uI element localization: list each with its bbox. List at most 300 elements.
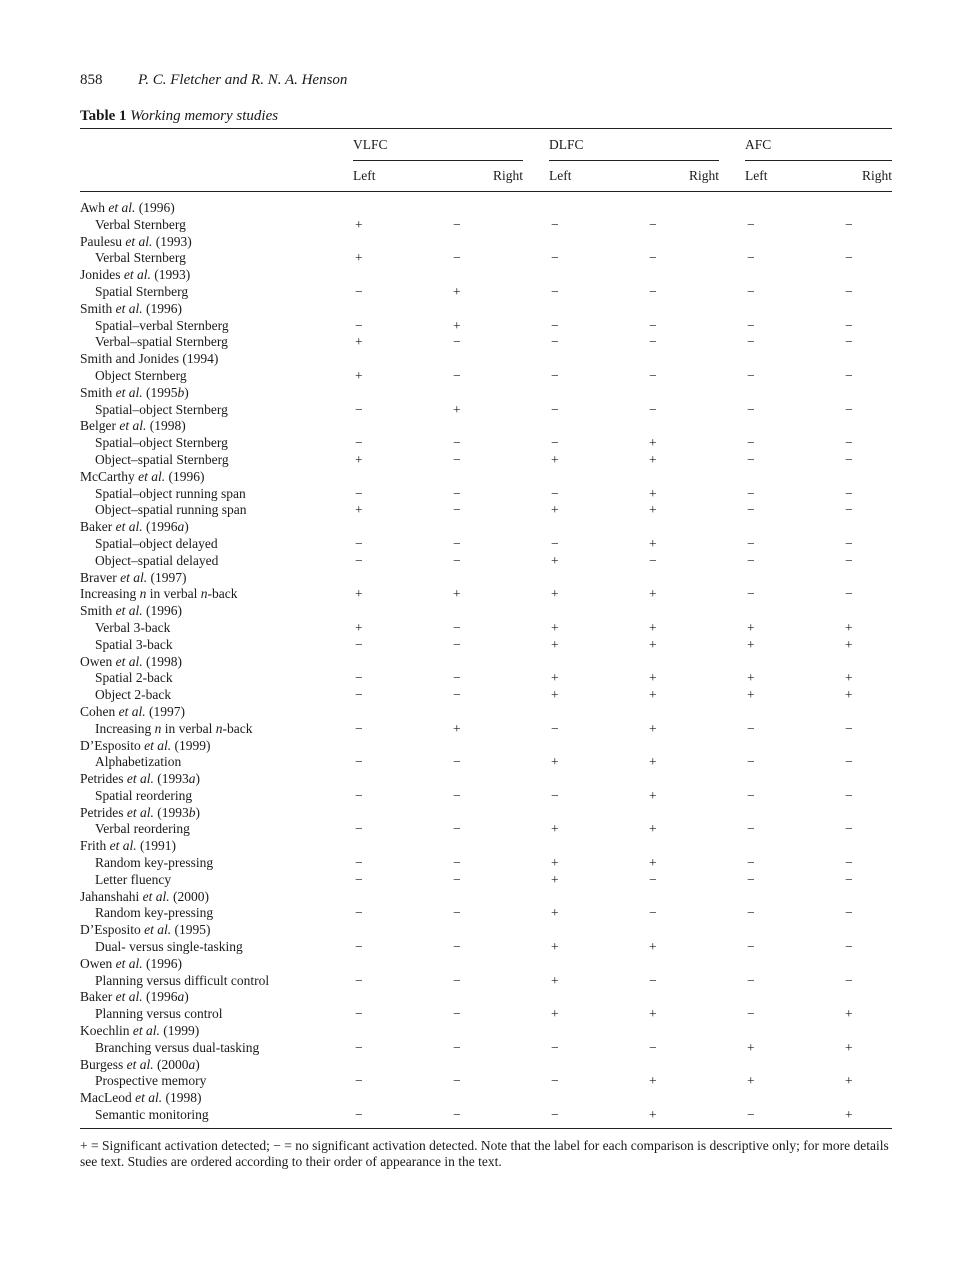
activation-mark: − (453, 535, 461, 551)
activation-mark: − (355, 972, 363, 988)
comparison-label: Increasing n in verbal n-back (80, 586, 238, 602)
activation-mark: − (355, 552, 363, 568)
comparison-label: Object–spatial running span (95, 502, 247, 518)
study-etal: et al. (115, 603, 143, 619)
study-row (80, 1057, 892, 1074)
activation-mark: − (551, 216, 559, 232)
activation-mark: + (355, 216, 363, 232)
activation-mark: − (845, 535, 853, 551)
study-row (80, 469, 892, 486)
activation-mark: + (649, 535, 657, 551)
study-year: (1995 (142, 384, 178, 400)
activation-mark: + (845, 1073, 853, 1089)
activation-mark: + (453, 586, 461, 602)
activation-mark: − (845, 317, 853, 333)
activation-mark: + (453, 720, 461, 736)
activation-mark: − (845, 216, 853, 232)
study-row (80, 267, 892, 284)
page (80, 70, 892, 1171)
activation-mark: − (355, 754, 363, 770)
study-row (80, 989, 892, 1006)
activation-mark: − (747, 1006, 755, 1022)
study-author: Petrides (80, 804, 124, 820)
study-author: Jonides (80, 267, 121, 283)
activation-mark: − (551, 435, 559, 451)
activation-mark: + (355, 619, 363, 635)
activation-mark: + (551, 754, 559, 770)
activation-mark: + (747, 670, 755, 686)
activation-mark: − (453, 451, 461, 467)
study-year-suffix: b (177, 384, 185, 400)
activation-mark: − (845, 367, 853, 383)
study-year: (1995) (171, 922, 211, 938)
activation-mark: − (845, 485, 853, 501)
study-year: (1999) (159, 1023, 200, 1039)
activation-mark: − (355, 905, 363, 921)
activation-mark: − (453, 1107, 461, 1123)
activation-mark: − (355, 821, 363, 837)
activation-mark: − (747, 1107, 755, 1123)
activation-mark: − (355, 485, 363, 501)
activation-mark: − (845, 871, 853, 887)
comparison-row (80, 1006, 892, 1023)
activation-mark: − (453, 787, 461, 803)
activation-mark: − (845, 754, 853, 770)
activation-mark: + (747, 687, 755, 703)
study-citation (80, 234, 353, 251)
study-year: (1996) (142, 603, 183, 619)
study-row (80, 603, 892, 620)
activation-mark: − (355, 855, 363, 871)
activation-mark: + (845, 1006, 853, 1022)
activation-mark: + (845, 687, 853, 703)
study-author: Smith (80, 384, 113, 400)
study-row (80, 351, 892, 368)
study-etal: et al. (109, 838, 137, 854)
comparison-label: Alphabetization (95, 754, 182, 770)
activation-mark: − (355, 535, 363, 551)
activation-mark: − (453, 855, 461, 871)
comparison-label: Spatial–verbal Sternberg (95, 317, 229, 333)
activation-mark: + (649, 855, 657, 871)
activation-mark: − (453, 485, 461, 501)
study-author: Owen (80, 653, 113, 669)
comparison-label: Random key-pressing (95, 855, 214, 871)
activation-mark: − (747, 855, 755, 871)
activation-mark: − (551, 1073, 559, 1089)
table-caption (80, 106, 892, 126)
activation-mark: − (845, 334, 853, 350)
activation-mark: + (649, 939, 657, 955)
comparison-label: Semantic monitoring (95, 1107, 209, 1123)
comparison-row (80, 435, 892, 452)
study-etal: et al. (125, 233, 153, 249)
study-etal: et al. (115, 955, 143, 971)
comparison-label: Prospective memory (95, 1073, 207, 1089)
activation-mark: + (551, 502, 559, 518)
study-etal: et al. (115, 300, 143, 316)
activation-mark: + (747, 636, 755, 652)
activation-mark: − (649, 317, 657, 333)
activation-mark: + (551, 670, 559, 686)
activation-mark: − (453, 821, 461, 837)
study-etal: et al. (142, 888, 170, 904)
activation-mark: − (551, 317, 559, 333)
page-number: 858 (80, 72, 103, 88)
study-etal: et al. (108, 200, 136, 215)
activation-mark: + (355, 250, 363, 266)
activation-mark: + (551, 972, 559, 988)
activation-mark: − (453, 871, 461, 887)
activation-mark: − (551, 787, 559, 803)
study-author: D’Esposito (80, 737, 141, 753)
study-citation (80, 956, 353, 973)
activation-mark: + (845, 636, 853, 652)
study-year: (1994) (179, 351, 219, 367)
comparison-label: Spatial–object running span (95, 485, 246, 501)
comparison-label: Verbal Sternberg (95, 250, 186, 266)
study-etal: et al. (115, 653, 143, 669)
study-row (80, 519, 892, 536)
comparison-label: Verbal–spatial Sternberg (95, 334, 228, 350)
study-author: Jahanshahi (80, 888, 140, 904)
activation-mark: − (747, 451, 755, 467)
activation-mark: + (649, 687, 657, 703)
group-label: VLFC (353, 137, 388, 152)
comparison-label: Object–spatial Sternberg (95, 451, 229, 467)
study-row (80, 889, 892, 906)
study-row (80, 234, 892, 251)
activation-mark: − (845, 720, 853, 736)
study-author: McCarthy (80, 468, 135, 484)
study-year: (1997) (147, 569, 187, 585)
activation-mark: − (453, 619, 461, 635)
activation-mark: − (453, 636, 461, 652)
activation-mark: − (649, 1039, 657, 1055)
study-author: D’Esposito (80, 922, 141, 938)
comparison-row (80, 939, 892, 956)
comparison-row (80, 821, 892, 838)
activation-mark: − (845, 552, 853, 568)
study-row (80, 838, 892, 855)
activation-mark: − (747, 821, 755, 837)
comparison-label: Planning versus control (95, 1006, 223, 1022)
activation-mark: − (551, 367, 559, 383)
comparison-row (80, 872, 892, 889)
activation-mark: + (845, 1039, 853, 1055)
activation-mark: − (747, 334, 755, 350)
study-year-close: ) (184, 989, 189, 1005)
study-etal: et al. (126, 771, 154, 787)
activation-mark: − (355, 401, 363, 417)
study-citation (80, 1057, 353, 1074)
table-footnote: + = Significant activation detected; − = no significant activation detected. Note that the label for each comparison is descriptive only; for more details see text. Studies are ordered according to their order of appearance in the text. (80, 1137, 889, 1170)
study-author: Owen (80, 955, 113, 971)
activation-mark: + (649, 502, 657, 518)
group-label: AFC (745, 137, 772, 152)
activation-mark: − (551, 535, 559, 551)
comparison-row (80, 553, 892, 570)
comparison-row (80, 368, 892, 385)
activation-mark: − (747, 754, 755, 770)
side-label: Right (451, 161, 549, 192)
activation-mark: − (747, 485, 755, 501)
study-etal: et al. (138, 468, 166, 484)
activation-mark: − (747, 552, 755, 568)
activation-mark: + (747, 619, 755, 635)
activation-mark: − (551, 720, 559, 736)
activation-mark: − (453, 1039, 461, 1055)
study-year: (1996) (135, 200, 175, 215)
activation-mark: − (649, 905, 657, 921)
activation-mark: + (649, 1006, 657, 1022)
activation-mark: − (355, 787, 363, 803)
study-citation (80, 267, 353, 284)
activation-mark: + (551, 687, 559, 703)
activation-mark: − (845, 283, 853, 299)
activation-mark: + (551, 586, 559, 602)
activation-mark: + (747, 1073, 755, 1089)
activation-mark: + (355, 367, 363, 383)
study-author: Smith and Jonides (80, 351, 180, 367)
group-label: DLFC (549, 137, 584, 152)
study-citation (80, 738, 353, 755)
study-year: (1999) (171, 737, 211, 753)
activation-mark: − (355, 670, 363, 686)
comparison-row (80, 855, 892, 872)
study-author: MacLeod (80, 1090, 132, 1106)
activation-mark: − (845, 250, 853, 266)
study-citation (80, 385, 353, 402)
activation-mark: − (355, 939, 363, 955)
activation-mark: − (355, 720, 363, 736)
comparison-label: Random key-pressing (95, 905, 214, 921)
activation-mark: − (453, 1073, 461, 1089)
comparison-label: Planning versus difficult control (95, 972, 270, 988)
activation-mark: − (453, 250, 461, 266)
activation-mark: + (551, 871, 559, 887)
activation-mark: − (649, 401, 657, 417)
study-year: (1996 (142, 989, 178, 1005)
study-year: (1998) (142, 653, 182, 669)
activation-mark: + (845, 670, 853, 686)
activation-mark: + (551, 552, 559, 568)
activation-mark: + (845, 1107, 853, 1123)
column-group-header (80, 129, 892, 161)
study-year: (1993 (153, 804, 189, 820)
activation-mark: − (551, 250, 559, 266)
activation-mark: + (649, 586, 657, 602)
comparison-row (80, 973, 892, 990)
activation-mark: + (551, 905, 559, 921)
activation-mark: + (649, 670, 657, 686)
activation-mark: − (747, 787, 755, 803)
activation-mark: − (845, 905, 853, 921)
study-citation (80, 469, 353, 486)
study-year: (1993 (153, 771, 189, 787)
study-citation (80, 704, 353, 721)
study-citation (80, 570, 353, 587)
study-year: (1993) (152, 233, 192, 249)
activation-mark: − (355, 687, 363, 703)
comparison-label: Verbal 3-back (95, 619, 171, 635)
comparison-row (80, 754, 892, 771)
study-author: Belger (80, 418, 116, 434)
activation-mark: − (747, 972, 755, 988)
activation-mark: + (355, 334, 363, 350)
study-citation (80, 200, 353, 217)
side-label: Left (353, 161, 451, 192)
activation-mark: − (649, 216, 657, 232)
study-year-suffix: a (177, 989, 185, 1005)
study-citation (80, 603, 353, 620)
study-author: Cohen (80, 703, 116, 719)
study-author: Burgess (80, 1056, 124, 1072)
activation-mark: + (649, 1073, 657, 1089)
comparison-row (80, 620, 892, 637)
activation-mark: − (355, 871, 363, 887)
study-row (80, 922, 892, 939)
activation-mark: − (845, 821, 853, 837)
activation-mark: + (649, 720, 657, 736)
study-author: Awh (80, 200, 106, 215)
activation-mark: − (845, 451, 853, 467)
study-year: (1993) (150, 267, 191, 283)
side-label: Left (745, 161, 843, 192)
study-author: Braver (80, 569, 117, 585)
study-year-suffix: a (188, 771, 196, 787)
activation-mark: + (551, 1006, 559, 1022)
activation-mark: − (355, 1107, 363, 1123)
study-row (80, 956, 892, 973)
comparison-row (80, 334, 892, 351)
study-year: (1991) (136, 838, 177, 854)
activation-mark: − (551, 1107, 559, 1123)
study-author: Smith (80, 300, 113, 316)
activation-mark: − (845, 787, 853, 803)
activation-mark: + (649, 787, 657, 803)
activation-mark: − (551, 334, 559, 350)
activation-mark: + (551, 451, 559, 467)
study-author: Baker (80, 519, 113, 535)
comparison-row (80, 502, 892, 519)
comparison-label: Branching versus dual-tasking (95, 1039, 260, 1055)
activation-mark: − (453, 687, 461, 703)
study-year-close: ) (184, 384, 189, 400)
activation-mark: − (747, 905, 755, 921)
study-year-close: ) (195, 1056, 200, 1072)
comparison-label: Object 2-back (95, 687, 172, 703)
activation-mark: + (649, 451, 657, 467)
activation-mark: − (355, 317, 363, 333)
study-row (80, 570, 892, 587)
comparison-label: Object Sternberg (95, 367, 187, 383)
activation-mark: − (453, 905, 461, 921)
comparison-row (80, 536, 892, 553)
group-vlfc (353, 129, 549, 161)
study-author: Koechlin (80, 1023, 130, 1039)
study-row (80, 385, 892, 402)
activation-mark: − (649, 552, 657, 568)
activation-mark: + (355, 502, 363, 518)
study-etal: et al. (119, 418, 147, 434)
activation-mark: − (453, 1006, 461, 1022)
activation-mark: + (551, 855, 559, 871)
study-row (80, 738, 892, 755)
comparison-row (80, 1040, 892, 1057)
activation-mark: + (845, 619, 853, 635)
comparison-label: Spatial–object Sternberg (95, 401, 228, 417)
study-author: Paulesu (80, 233, 122, 249)
activation-mark: + (649, 1107, 657, 1123)
study-year: (1996) (142, 300, 183, 316)
activation-mark: − (845, 586, 853, 602)
activation-mark: − (355, 1073, 363, 1089)
study-year: (1996 (142, 519, 178, 535)
working-memory-table (80, 128, 892, 1129)
study-etal: et al. (123, 267, 151, 283)
activation-mark: − (649, 250, 657, 266)
study-etal: et al. (120, 569, 148, 585)
side-label: Right (647, 161, 745, 192)
comparison-label: Spatial 3-back (95, 636, 173, 652)
activation-mark: + (649, 619, 657, 635)
activation-mark: − (747, 283, 755, 299)
activation-mark: − (453, 939, 461, 955)
study-year: (1997) (145, 703, 185, 719)
activation-mark: + (551, 619, 559, 635)
activation-mark: + (551, 821, 559, 837)
activation-mark: + (551, 636, 559, 652)
activation-mark: + (649, 485, 657, 501)
activation-mark: − (649, 334, 657, 350)
table-label: Table 1 (80, 108, 127, 124)
comparison-row (80, 1073, 892, 1090)
activation-mark: − (551, 1039, 559, 1055)
study-row (80, 1090, 892, 1107)
study-year: (2000) (169, 888, 209, 904)
group-afc (745, 129, 892, 161)
activation-mark: − (649, 871, 657, 887)
study-year: (1998) (146, 418, 186, 434)
study-citation (80, 654, 353, 671)
study-citation (80, 1090, 353, 1107)
study-citation (80, 351, 353, 368)
activation-mark: + (649, 435, 657, 451)
activation-mark: − (551, 283, 559, 299)
activation-mark: − (453, 216, 461, 232)
study-row (80, 771, 892, 788)
comparison-row (80, 687, 892, 704)
activation-mark: − (355, 1039, 363, 1055)
activation-mark: − (551, 485, 559, 501)
comparison-label: Spatial Sternberg (95, 283, 189, 299)
activation-mark: − (649, 283, 657, 299)
running-head (80, 70, 892, 90)
comparison-row (80, 250, 892, 267)
activation-mark: + (649, 821, 657, 837)
study-year: (1998) (162, 1090, 202, 1106)
activation-mark: + (355, 451, 363, 467)
comparison-label: Increasing n in verbal n-back (95, 720, 253, 736)
study-year-close: ) (184, 519, 189, 535)
activation-mark: − (747, 367, 755, 383)
study-citation (80, 519, 353, 536)
activation-mark: − (453, 754, 461, 770)
table-body (80, 200, 892, 1124)
study-etal: et al. (115, 989, 143, 1005)
study-citation (80, 889, 353, 906)
